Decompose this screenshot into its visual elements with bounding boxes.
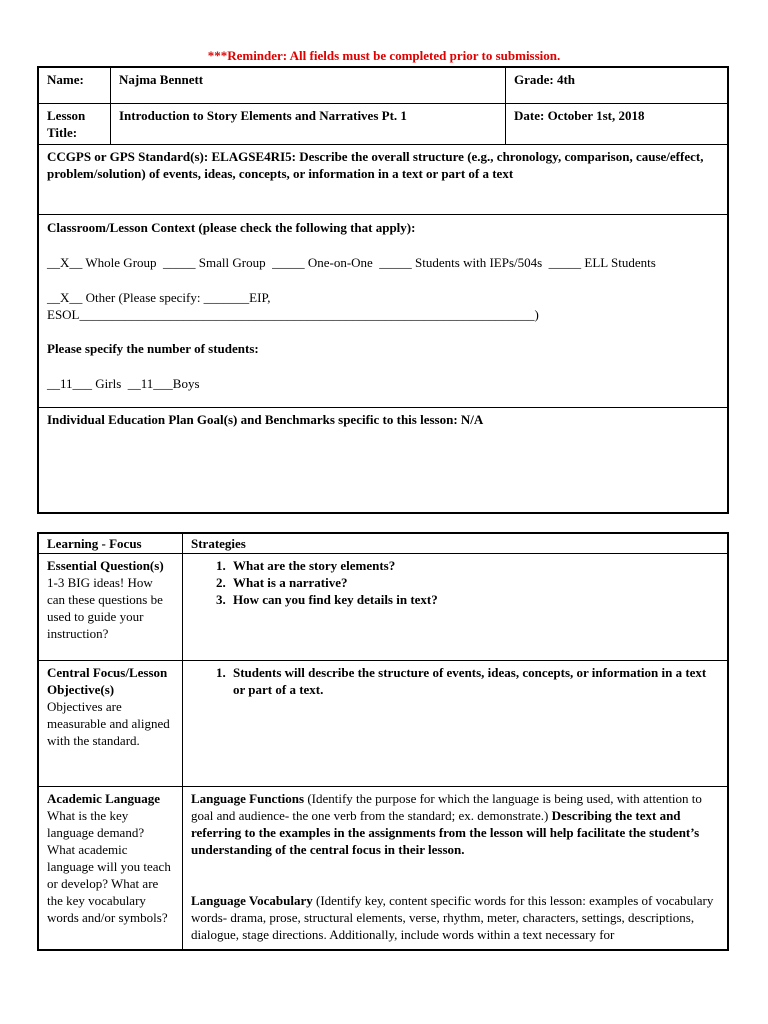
classroom-context-section — [38, 214, 728, 407]
submission-reminder: ***Reminder: All fields must be completed prior to submission. — [207, 48, 561, 63]
central-focus-desc: Objectives are measurable and aligned with the standard. — [47, 699, 170, 748]
teacher-name: Najma Bennett — [111, 67, 506, 103]
context-heading: Classroom/Lesson Context (please check the following that apply): — [47, 219, 416, 235]
list-item: 2. What is a narrative? — [229, 574, 719, 591]
academic-language-cell — [38, 787, 183, 950]
learning-focus-table — [37, 532, 729, 951]
strategies-header: Strategies — [183, 533, 729, 554]
other-specify-line2: ESOL______________________________________________________________________) — [47, 306, 539, 322]
central-focus-strategies — [183, 661, 729, 787]
central-focus-cell — [38, 661, 183, 787]
learning-focus-header: Learning - Focus — [38, 533, 183, 554]
lesson-title: Introduction to Story Elements and Narratives Pt. 1 — [111, 103, 506, 144]
essential-questions-strategies — [183, 554, 729, 661]
lesson-info-table — [37, 66, 729, 514]
essential-questions-desc: 1-3 BIG ideas! How can these questions be used to guide your instruction? — [47, 575, 163, 641]
language-vocabulary-text: (Identify key, content specific words for this lesson: examples of vocabulary words- drama, prose, structural elements, verse, rhythm, meter, characters, settings, descriptions, dialogue, stage directions. Additionally, include words within a text necessary for — [191, 893, 714, 942]
iep-section: Individual Education Plan Goal(s) and Benchmarks specific to this lesson: N/A — [38, 407, 728, 513]
group-options: __X__ Whole Group _____ Small Group _____ One-on-One _____ Students with IEPs/504s _____ ELL Students — [47, 254, 656, 270]
grade-field: Grade: 4th — [506, 67, 729, 103]
language-functions-text: (Identify the purpose for which the language is being used, with attention to goal and audience- the one verb from the standard; ex. demonstrate.) — [191, 791, 702, 823]
language-vocabulary — [191, 892, 719, 943]
name-label: Name: — [38, 67, 111, 103]
language-functions — [191, 790, 719, 858]
essential-questions-cell — [38, 554, 183, 661]
students-count: __11___ Girls __11___Boys — [47, 375, 200, 391]
academic-language-strategies — [183, 787, 729, 950]
language-functions-label: Language Functions — [191, 791, 305, 806]
lesson-title-label: Lesson Title: — [38, 103, 111, 144]
students-count-heading: Please specify the number of students: — [47, 340, 259, 356]
standard-section: CCGPS or GPS Standard(s): ELAGSE4RI5: Describe the overall structure (e.g., chronology, comparison, cause/effect, problem/solution) of events, ideas, concepts, or information in a text or part of a text — [38, 144, 728, 214]
list-item: 1. Students will describe the structure of events, ideas, concepts, or information in a text or part of a text. — [229, 664, 719, 698]
list-item: 1. What are the story elements? — [229, 557, 719, 574]
essential-questions-title: Essential Question(s) — [47, 558, 164, 573]
other-specify-line1: __X__ Other (Please specify: _______EIP, — [47, 289, 271, 305]
language-functions-answer: Describing the text and referring to the examples in the assignments from the lesson will help facilitate the student’s understanding of the central focus in their lesson. — [191, 808, 700, 857]
list-item: 3. How can you find key details in text? — [229, 591, 719, 608]
academic-language-title: Academic Language — [47, 791, 161, 806]
central-focus-title: Central Focus/Lesson Objective(s) — [47, 665, 168, 697]
language-vocabulary-label: Language Vocabulary — [191, 893, 313, 908]
date-field: Date: October 1st, 2018 — [506, 103, 729, 144]
academic-language-desc: What is the key language demand? What academic language will you teach or develop? What are the key vocabulary words and/or symbols? — [47, 808, 171, 925]
